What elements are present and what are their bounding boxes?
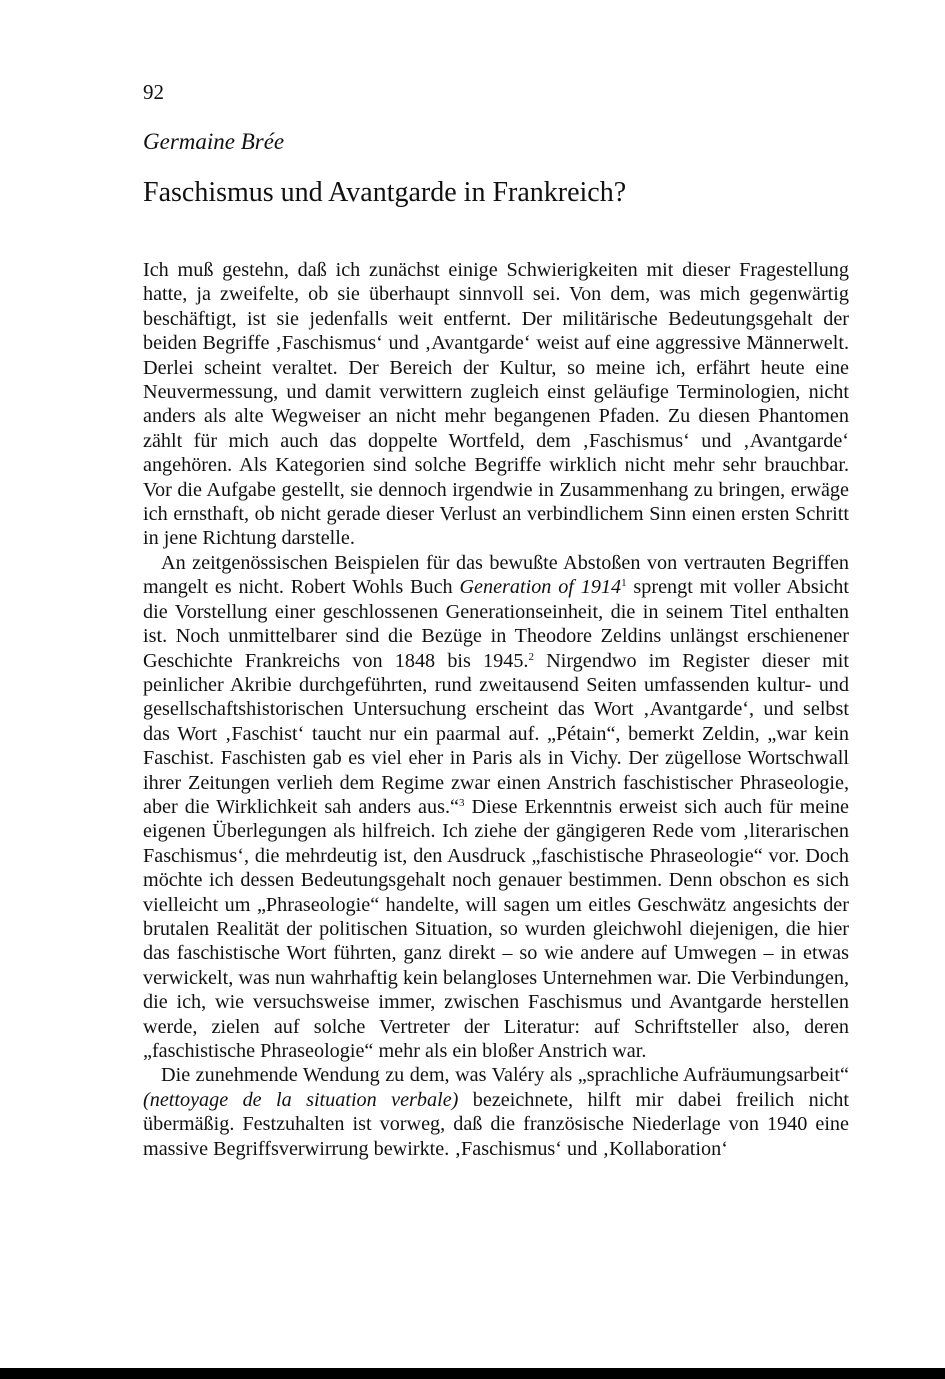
paragraph-2 — [143, 551, 849, 1064]
paragraph-1: Ich muß gestehn, daß ich zunächst einige Schwierigkeiten mit dieser Fragestellung hatte, ja zweifelte, ob sie überhaupt sinnvoll sei. Von dem, was mich gegenwärtig beschäftigt, ist sie jedenfalls weit entfernt. Der militärische Bedeutungsgehalt der beiden Begriffe ‚Faschismus‘ und ‚Avantgarde‘ weist auf eine aggressive Männerwelt. Derlei scheint veraltet. Der Bereich der Kultur, so meine ich, erfährt heute eine Neuvermessung, und damit verwittern zugleich einst geläufige Terminologien, nicht anders als alte Wegweiser an nicht mehr begangenen Pfaden. Zu diesen Phantomen zählt für mich auch das doppelte Wortfeld, dem ‚Faschismus‘ und ‚Avantgarde‘ angehören. Als Kategorien sind solche Begriffe wirklich nicht mehr sehr brauchbar. Vor die Aufgabe gestellt, sie dennoch irgendwie in Zusammenhang zu bringen, erwäge ich ernsthaft, ob nicht gerade dieser Verlust an verbindlichem Sinn einen ersten Schritt in jene Richtung darstelle. — [143, 259, 849, 550]
paragraph-3-text-a: Die zunehmende Wendung zu dem, was Valéry als „sprachliche Aufräumungsarbeit“ — [161, 1064, 849, 1087]
footnote-marker-2: 2 — [528, 650, 534, 663]
page-number: 92 — [143, 80, 164, 104]
paragraph-2-text-c: Nirgendwo im Register dieser mit peinlicher Akribie durchgeführten, rund zweitausend Seiten umfassenden kultur- und gesellschaftshistorischen Untersuchung erscheint das Wort ‚Avantgarde‘, und selbst das Wort ‚Faschist‘ taucht nur ein paarmal auf. „Pétain“, bemerkt Zeldin, „war kein Faschist. Faschisten gab es viel eher in Paris als in Vichy. Der zügellose Wortschwall ihrer Zeitungen verlieh dem Regime zwar einen Anstrich faschistischer Phraseologie, aber die Wirklichkeit sah anders aus.“ — [143, 649, 849, 818]
paragraph-3-text-b: bezeichnete, hilft mir dabei freilich nicht übermäßig. Festzuhalten ist vorweg, daß die französische Niederlage von 1940 eine massive Begriffsverwirrung bewirkte. ‚Faschismus‘ und ‚Kollaboration‘ — [143, 1088, 850, 1160]
paragraph-2-text-b: sprengt mit voller Absicht die Vorstellung einer geschlossenen Generationseinheit, die in seinem Titel enthalten ist. Noch unmittelbarer sind die Bezüge in Theodore Zeldins unlängst erschienener Geschichte Frankreichs von 1848 bis 1945. — [143, 576, 849, 672]
scan-bottom-edge — [0, 1368, 945, 1379]
book-title-generation-of-1914: Generation of 1914 — [459, 576, 622, 599]
chapter-title: Faschismus und Avantgarde in Frankreich? — [143, 177, 627, 208]
paragraph-3 — [143, 1063, 849, 1161]
author-name: Germaine Brée — [143, 129, 285, 154]
body-text — [143, 258, 849, 1161]
footnote-marker-3: 3 — [458, 796, 465, 809]
paragraph-2-text-a: An zeitgenössischen Beispielen für das bewußte Abstoßen von vertrauten Begriffen mangelt es nicht. Robert Wohls Buch — [143, 551, 849, 599]
french-phrase: (nettoyage de la situation verbale) — [143, 1088, 459, 1111]
paragraph-2-text-d: Diese Erkenntnis erweist sich auch für meine eigenen Überlegungen als hilfreich. Ich ziehe der gängigeren Rede vom ‚literarischen Faschismus‘, die mehrdeutig ist, den Ausdruck „faschistische Phraseologie“ vor. Doch möchte ich dessen Bedeutungsgehalt noch genauer bestimmen. Denn obschon es sich vielleicht um „Phraseologie“ handelte, will sagen um eitles Geschwätz angesichts der brutalen Realität der politischen Situation, so wurden gleichwohl diejenigen, die hier das faschistische Wort führten, ganz direkt – so wie andere auf Umwegen – in etwas verwickelt, was nun wahrhaftig kein belangloses Unternehmen war. Die Verbindungen, die ich, wie versuchsweise immer, zwischen Faschismus und Avantgarde herstellen werde, zielen auf solche Vertreter der Literatur: auf Schriftsteller also, deren „faschistische Phraseologie“ mehr als ein bloßer Anstrich war. — [143, 795, 849, 1062]
footnote-marker-1: 1 — [621, 577, 627, 590]
